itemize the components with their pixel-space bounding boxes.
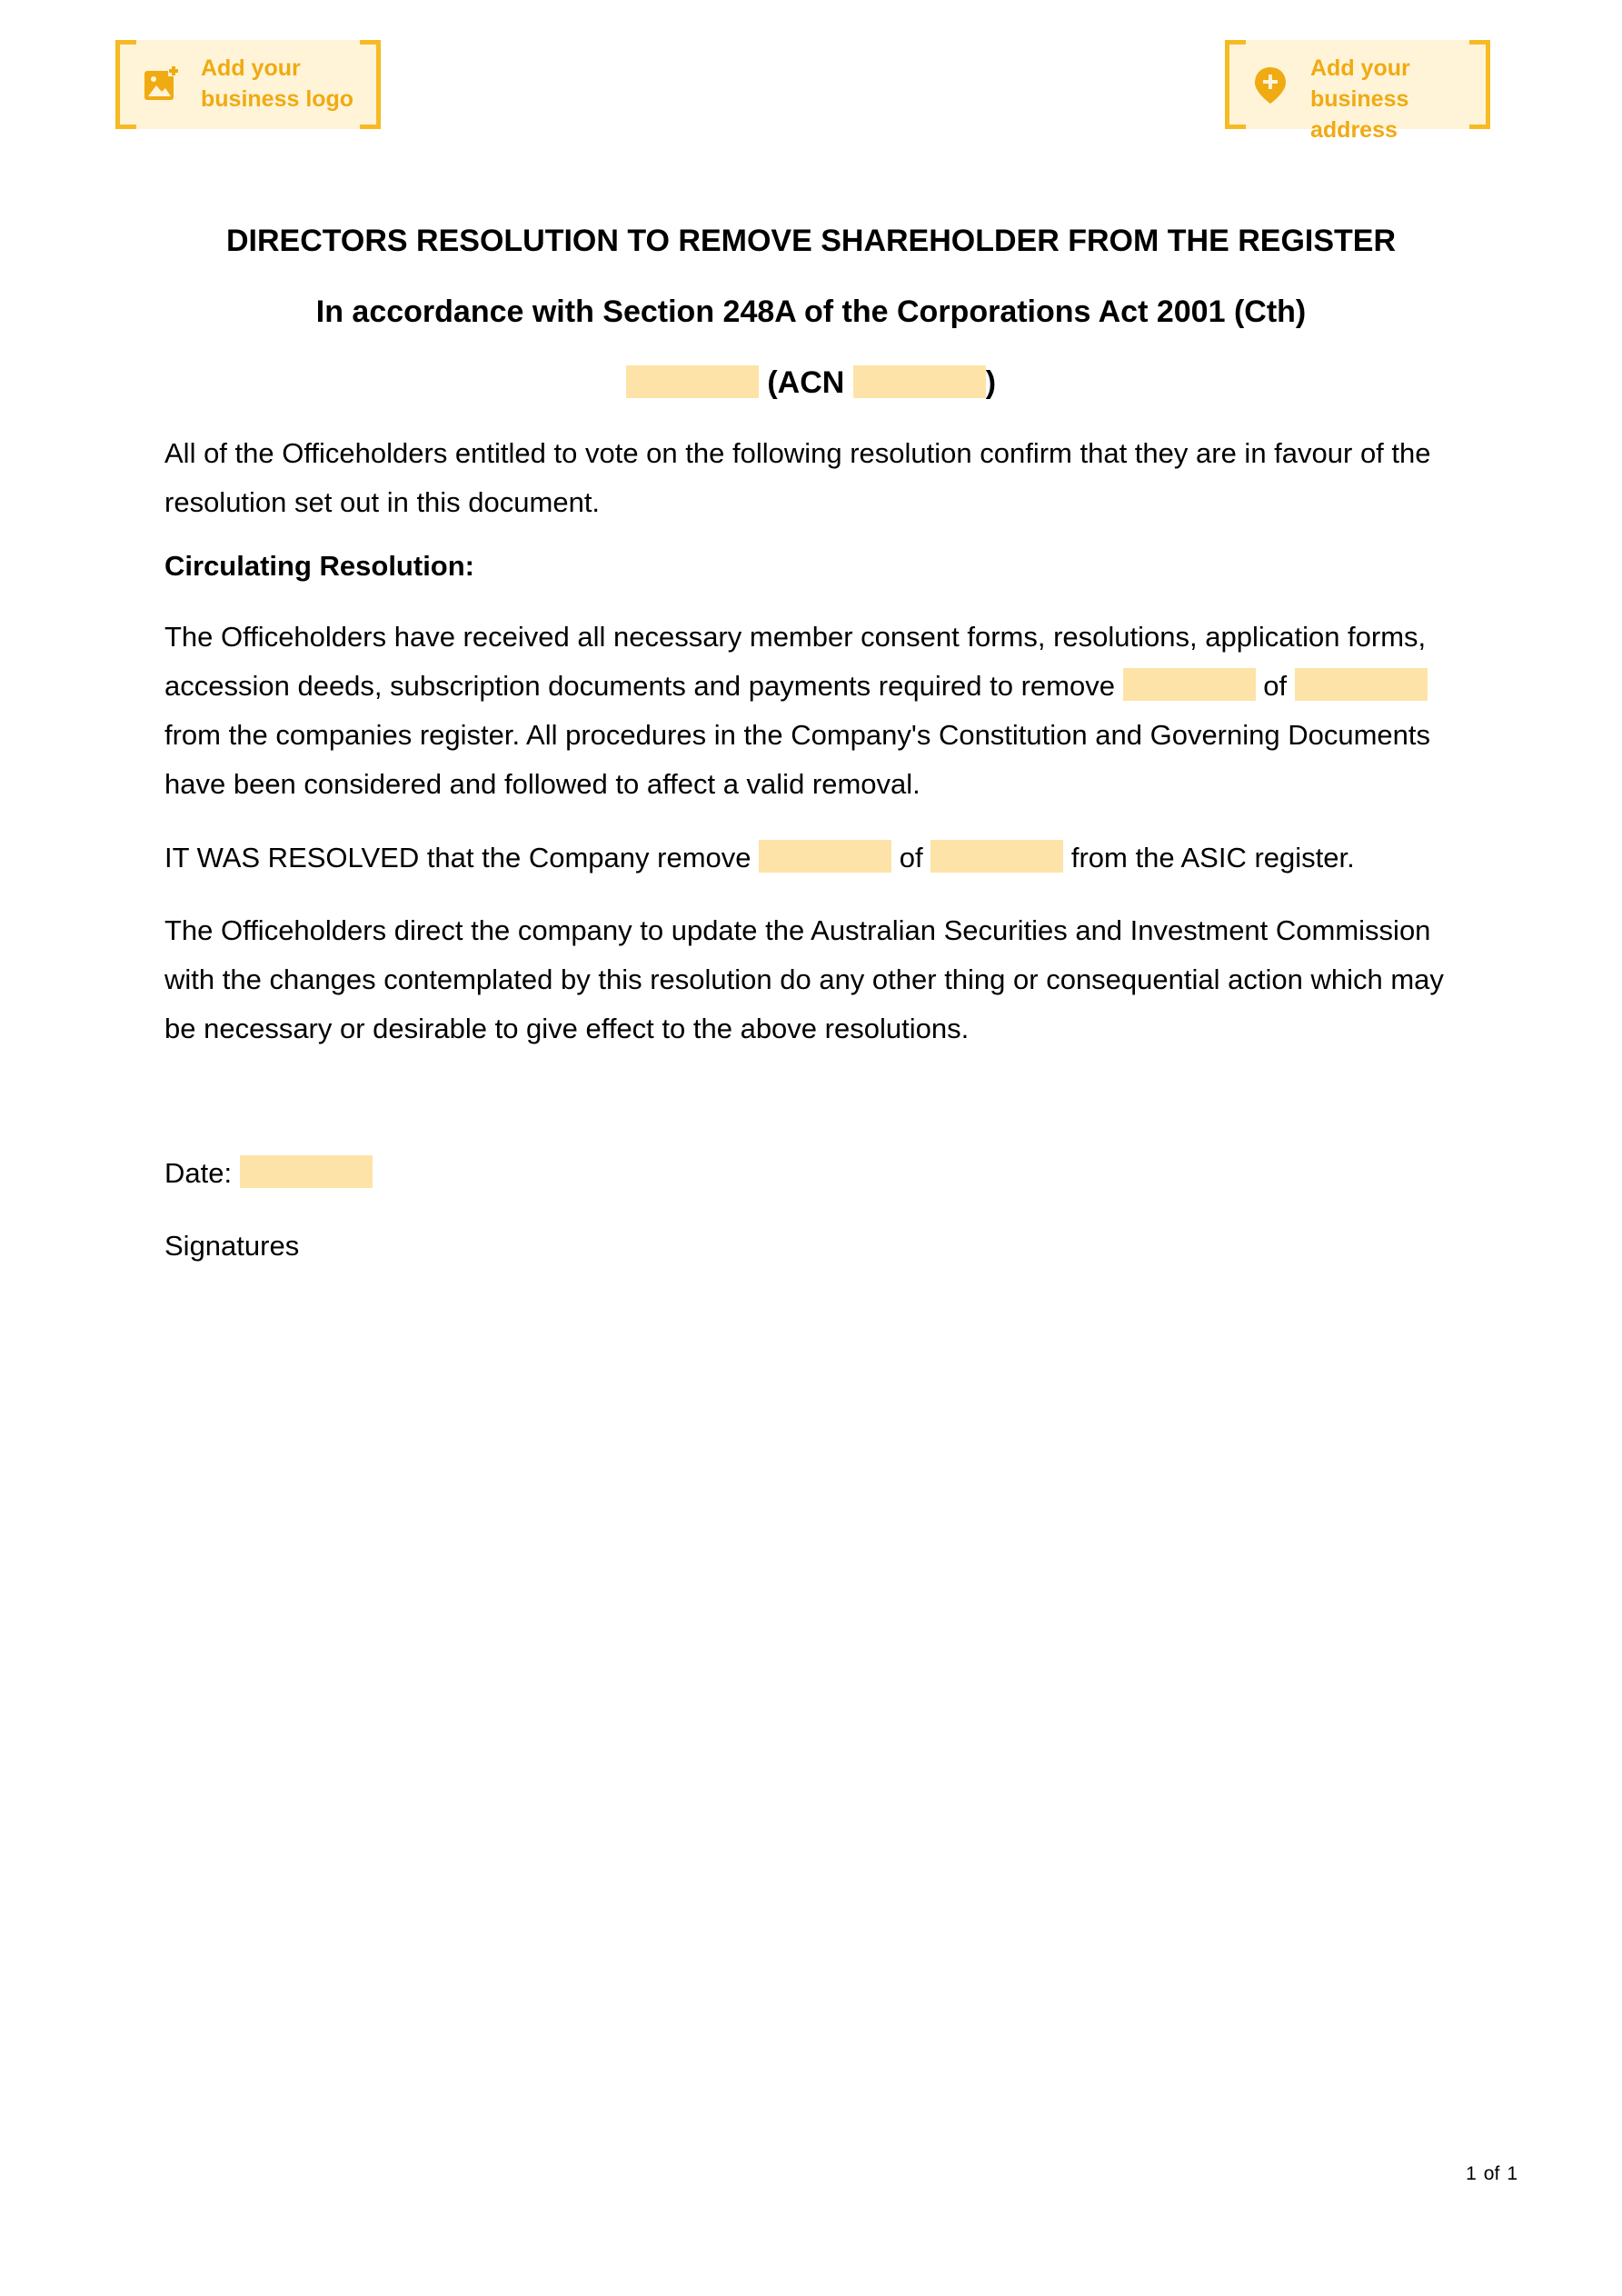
resolved-paragraph: [164, 834, 1464, 883]
logo-badge-text: [201, 53, 353, 115]
document-subtitle: In accordance with Section 248A of the Corporations Act 2001 (Cth): [315, 294, 1307, 329]
resolved-of: of: [899, 842, 923, 873]
page-current: 1: [1466, 2163, 1477, 2184]
direct-paragraph: The Officeholders direct the company to update the Australian Securities and Investment Commission with the changes contemplated by this resolution do any other thing or consequential action which may be necessary or desirable to give effect to the above resolutions.: [164, 914, 1444, 1044]
company-name-field[interactable]: [626, 365, 759, 398]
address-badge-line2: business address: [1310, 86, 1409, 143]
circulating-resolution-heading: Circulating Resolution:: [164, 550, 474, 582]
resolved-shareholder-field[interactable]: [759, 840, 891, 873]
resolved-address-field[interactable]: [930, 840, 1063, 873]
add-business-logo-button[interactable]: [115, 40, 381, 129]
resolved-text-a: IT WAS RESOLVED that the Company remove: [164, 842, 751, 873]
logo-badge-line2: business logo: [201, 86, 354, 112]
document-title: DIRECTORS RESOLUTION TO REMOVE SHAREHOLDER FROM THE REGISTER: [225, 224, 1397, 258]
acn-suffix: ): [985, 365, 997, 400]
page-total: 1: [1507, 2163, 1518, 2184]
acn-number-field[interactable]: [853, 365, 986, 398]
badge-bracket-left: [1225, 40, 1246, 129]
received-of: of: [1263, 670, 1288, 702]
resolved-text-b: from the ASIC register.: [1070, 842, 1355, 873]
signatures-label: Signatures: [164, 1230, 300, 1262]
date-field[interactable]: [240, 1155, 373, 1188]
date-line: [164, 1149, 1464, 1198]
image-plus-icon: [143, 65, 179, 105]
add-business-address-button[interactable]: [1225, 40, 1490, 143]
location-plus-icon: [1252, 65, 1289, 105]
page-of: of: [1483, 2163, 1500, 2184]
shareholder-name-field[interactable]: [1123, 668, 1256, 701]
address-badge-text: [1310, 53, 1490, 145]
received-text-a: The Officeholders have received all necessary member consent forms, resolutions, application forms, accession deeds, subscription documents and payments required to remove: [164, 621, 1427, 702]
badge-bracket-right: [360, 40, 381, 129]
acn-prefix: (ACN: [767, 365, 845, 400]
shareholder-address-field[interactable]: [1295, 668, 1428, 701]
company-line: [0, 365, 1622, 401]
address-badge-line1: Add your: [1310, 55, 1410, 81]
badge-bracket-left: [115, 40, 136, 129]
logo-badge-line1: Add your: [201, 55, 301, 81]
received-paragraph: [164, 613, 1464, 809]
page-number: [1462, 2163, 1521, 2185]
intro-paragraph: All of the Officeholders entitled to vote on the following resolution confirm that they are in favour of the resolution set out in this document.: [164, 437, 1431, 518]
received-text-b: from the companies register. All procedures in the Company's Constitution and Governing Documents have been considered and followed to affect a valid removal.: [164, 719, 1431, 800]
date-label: Date:: [164, 1157, 233, 1189]
